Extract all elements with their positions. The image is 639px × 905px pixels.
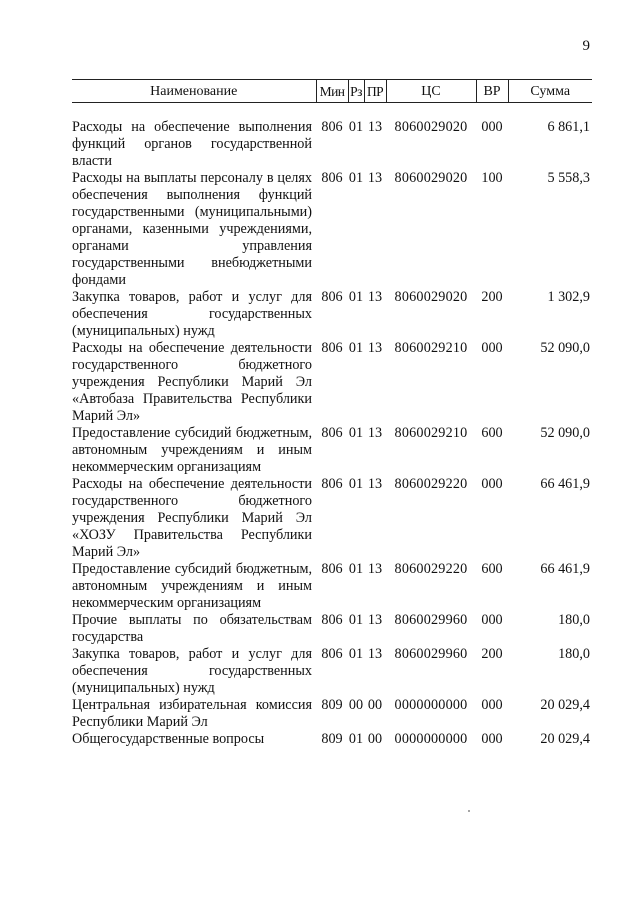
cell-pr: 13: [367, 340, 383, 356]
table-row: [72, 289, 592, 340]
cell-sum: 20 029,4: [540, 697, 590, 713]
cell-sum: 180,0: [558, 646, 590, 662]
cell-min: 806: [321, 119, 343, 135]
cell-vr: 000: [481, 731, 503, 747]
page-number: 9: [582, 38, 590, 54]
budget-table: [72, 79, 592, 748]
cell-name: Расходы на обеспечение деятельности государственного бюджетного учреждения Республики Марий Эл «ХОЗУ Правительства Республики Марий Эл»: [72, 476, 312, 560]
cell-cs: 8060029960: [394, 646, 468, 662]
cell-min: 806: [321, 476, 343, 492]
cell-pr: 13: [367, 119, 383, 135]
cell-cs: 0000000000: [394, 731, 468, 747]
header-rz: Рз: [348, 80, 364, 103]
cell-min: 806: [321, 425, 343, 441]
header-spacer: [72, 103, 592, 120]
cell-name: Закупка товаров, работ и услуг для обеспечения государственных (муниципальных) нужд: [72, 646, 312, 696]
cell-name: Центральная избирательная комиссия Республики Марий Эл: [72, 697, 312, 730]
cell-name: Расходы на обеспечение выполнения функций органов государственной власти: [72, 119, 312, 169]
cell-vr: 000: [481, 697, 503, 713]
cell-name: Прочие выплаты по обязательствам государства: [72, 612, 312, 645]
cell-min: 806: [321, 612, 343, 628]
cell-name: Закупка товаров, работ и услуг для обеспечения государственных (муниципальных) нужд: [72, 289, 312, 339]
cell-pr: 13: [367, 289, 383, 305]
cell-vr: 000: [481, 476, 503, 492]
cell-min: 809: [321, 697, 343, 713]
cell-rz: 01: [348, 340, 364, 356]
cell-pr: 13: [367, 425, 383, 441]
header-vr: ВР: [476, 80, 508, 103]
cell-name: Предоставление субсидий бюджетным, автономным учреждениям и иным некоммерческим организациям: [72, 561, 312, 611]
cell-cs: 8060029210: [394, 425, 468, 441]
table-row: [72, 476, 592, 561]
cell-rz: 01: [348, 646, 364, 662]
cell-vr: 600: [481, 425, 503, 441]
cell-rz: 01: [348, 119, 364, 135]
cell-vr: 100: [481, 170, 503, 186]
table-row: [72, 697, 592, 731]
cell-vr: 200: [481, 646, 503, 662]
cell-cs: 8060029020: [394, 119, 468, 135]
header-cs: ЦС: [386, 80, 476, 103]
cell-rz: 00: [348, 697, 364, 713]
cell-cs: 8060029960: [394, 612, 468, 628]
cell-sum: 1 302,9: [547, 289, 590, 305]
table-header-row: [72, 80, 592, 103]
cell-vr: 000: [481, 340, 503, 356]
cell-rz: 01: [348, 425, 364, 441]
cell-rz: 01: [348, 561, 364, 577]
scan-speck: [468, 810, 470, 812]
cell-sum: 66 461,9: [540, 476, 590, 492]
cell-vr: 200: [481, 289, 503, 305]
cell-name: Расходы на обеспечение деятельности государственного бюджетного учреждения Республики Марий Эл «Автобаза Правительства Республики Марий Эл»: [72, 340, 312, 424]
cell-pr: 13: [367, 561, 383, 577]
cell-sum: 52 090,0: [540, 340, 590, 356]
table-row: [72, 425, 592, 476]
header-min: Мин: [316, 80, 348, 103]
cell-rz: 01: [348, 612, 364, 628]
cell-min: 809: [321, 731, 343, 747]
cell-sum: 6 861,1: [547, 119, 590, 135]
cell-cs: 8060029220: [394, 476, 468, 492]
cell-name: Расходы на выплаты персоналу в целях обеспечения выполнения функций государственными (муниципальными) органами, казенными учреждениями, органами управления государственными внебюджетными фондами: [72, 170, 312, 288]
cell-vr: 600: [481, 561, 503, 577]
table-row: [72, 731, 592, 748]
cell-min: 806: [321, 289, 343, 305]
cell-pr: 13: [367, 612, 383, 628]
cell-rz: 01: [348, 476, 364, 492]
cell-sum: 20 029,4: [540, 731, 590, 747]
cell-pr: 00: [367, 731, 383, 747]
cell-min: 806: [321, 561, 343, 577]
cell-rz: 01: [348, 731, 364, 747]
cell-rz: 01: [348, 170, 364, 186]
table-row: [72, 119, 592, 170]
cell-cs: 8060029020: [394, 170, 468, 186]
cell-pr: 13: [367, 170, 383, 186]
cell-min: 806: [321, 170, 343, 186]
cell-cs: 8060029020: [394, 289, 468, 305]
cell-pr: 13: [367, 646, 383, 662]
table-row: [72, 561, 592, 612]
cell-cs: 0000000000: [394, 697, 468, 713]
cell-sum: 52 090,0: [540, 425, 590, 441]
cell-min: 806: [321, 340, 343, 356]
table-row: [72, 340, 592, 425]
cell-name: Общегосударственные вопросы: [72, 731, 265, 747]
cell-sum: 180,0: [558, 612, 590, 628]
header-pr: ПР: [364, 80, 386, 103]
cell-cs: 8060029220: [394, 561, 468, 577]
cell-sum: 66 461,9: [540, 561, 590, 577]
table-row: [72, 612, 592, 646]
cell-name: Предоставление субсидий бюджетным, автономным учреждениям и иным некоммерческим организациям: [72, 425, 312, 475]
header-name: Наименование: [72, 80, 316, 103]
table-row: [72, 646, 592, 697]
table-row: [72, 170, 592, 289]
cell-pr: 13: [367, 476, 383, 492]
cell-min: 806: [321, 646, 343, 662]
cell-sum: 5 558,3: [547, 170, 590, 186]
cell-vr: 000: [481, 119, 503, 135]
cell-pr: 00: [367, 697, 383, 713]
cell-vr: 000: [481, 612, 503, 628]
cell-rz: 01: [348, 289, 364, 305]
header-sum: Сумма: [508, 80, 592, 103]
cell-cs: 8060029210: [394, 340, 468, 356]
